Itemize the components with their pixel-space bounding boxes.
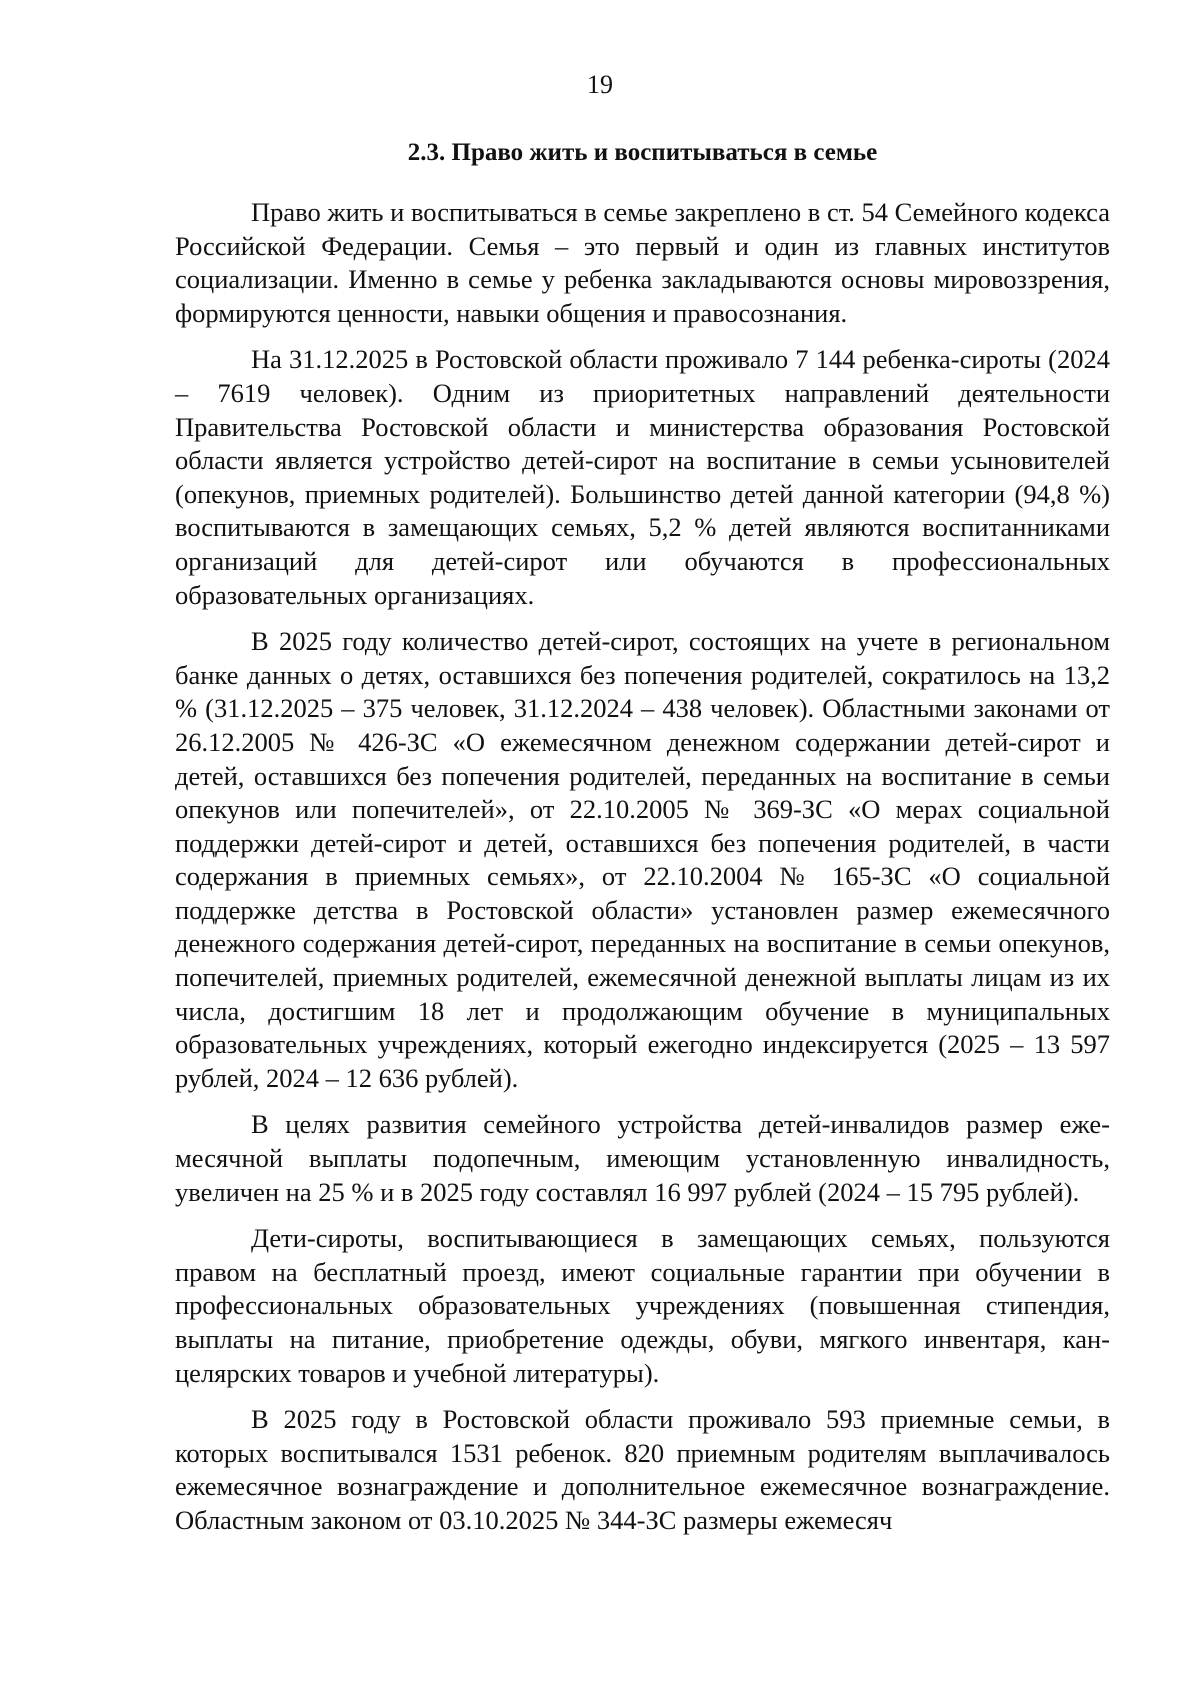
paragraph: Право жить и воспитываться в семье закреплено в ст. 54 Семейного кодекса Российской Федерации. Семья – это первый и один из главных институтов социализации. Именно в семье у ребенка закладываются основы мировоззрения, формируются ценности, навыки общения и правосознания. (175, 197, 1110, 328)
paragraph: В целях развития семейного устройства детей-инвалидов размер ежемесячной выплаты подопечным, имеющим установленную инвалидность, увеличен на 25 % и в 2025 году составлял 16 997 рублей (2024 – 15 795 рублей). (175, 1109, 1110, 1207)
paragraph: На 31.12.2025 в Ростовской области проживало 7 144 ребенка-сироты (2024 – 7619 человек). Одним из приоритетных направлений деятельности Правительства Ростовской области и министерства образования Ростовской области является устройство детей-сирот на воспитание в семьи усыновителей (опекунов, приемных родителей). Большинство детей данной категории (94,8 %) воспитываются в замещающих семьях, 5,2 % детей являются воспитанниками организаций для детей-сирот или обучаются в профессиональных образовательных организациях. (175, 344, 1110, 610)
paragraph: В 2025 году в Ростовской области проживало 593 приемные семьи, в которых воспитывался 1531 ребенок. 820 приемным родителям выплачивалось ежемесячное вознаграждение и дополнительное ежемесячное вознаграждение. Областным законом от 03.10.2025 № 344-ЗС размеры ежемесяч (175, 1404, 1110, 1535)
body-text (175, 196, 1110, 1551)
section-title: 2.3. Право жить и воспитываться в семье (407, 139, 878, 166)
paragraph: Дети-сироты, воспитывающиеся в замещающих семьях, пользуются правом на бесплатный проезд, имеют социальные гарантии при обучении в профессиональных образовательных учреждениях (повышенная стипендия, выплаты на питание, приобретение одежды, обуви, мягкого инвентаря, канцелярских товаров и учебной литературы). (175, 1223, 1110, 1388)
page-number: 19 (587, 70, 613, 99)
paragraph: В 2025 году количество детей-сирот, состоящих на учете в региональном банке данных о детях, оставшихся без попечения родителей, сократилось на 13,2 % (31.12.2025 – 375 человек, 31.12.2024 – 438 человек). Областными законами от 26.12.2005 № 426-ЗС «О ежемесячном денежном содержании детей-сирот и детей, оставшихся без попечения родителей, переданных на воспитание в семьи опекунов или попечителей», от 22.10.2005 № 369-ЗС «О мерах социальной поддержки детей-сирот и детей, оставшихся без попечения родителей, в части содержания в приемных семьях», от 22.10.2004 № 165-ЗС «О социальной поддержке детства в Ростовской области» установлен размер ежемесячного денежного содержания детей-сирот, переданных на воспитание в семьи опекунов, попечителей, приемных родителей, ежемесячной денежной выплаты лицам из их числа, достигшим 18 лет и продолжающим обучение в муниципальных образовательных учреждениях, который ежегодно индексируется (2025 – 13 597 рублей, 2024 – 12 636 рублей). (175, 626, 1110, 1093)
